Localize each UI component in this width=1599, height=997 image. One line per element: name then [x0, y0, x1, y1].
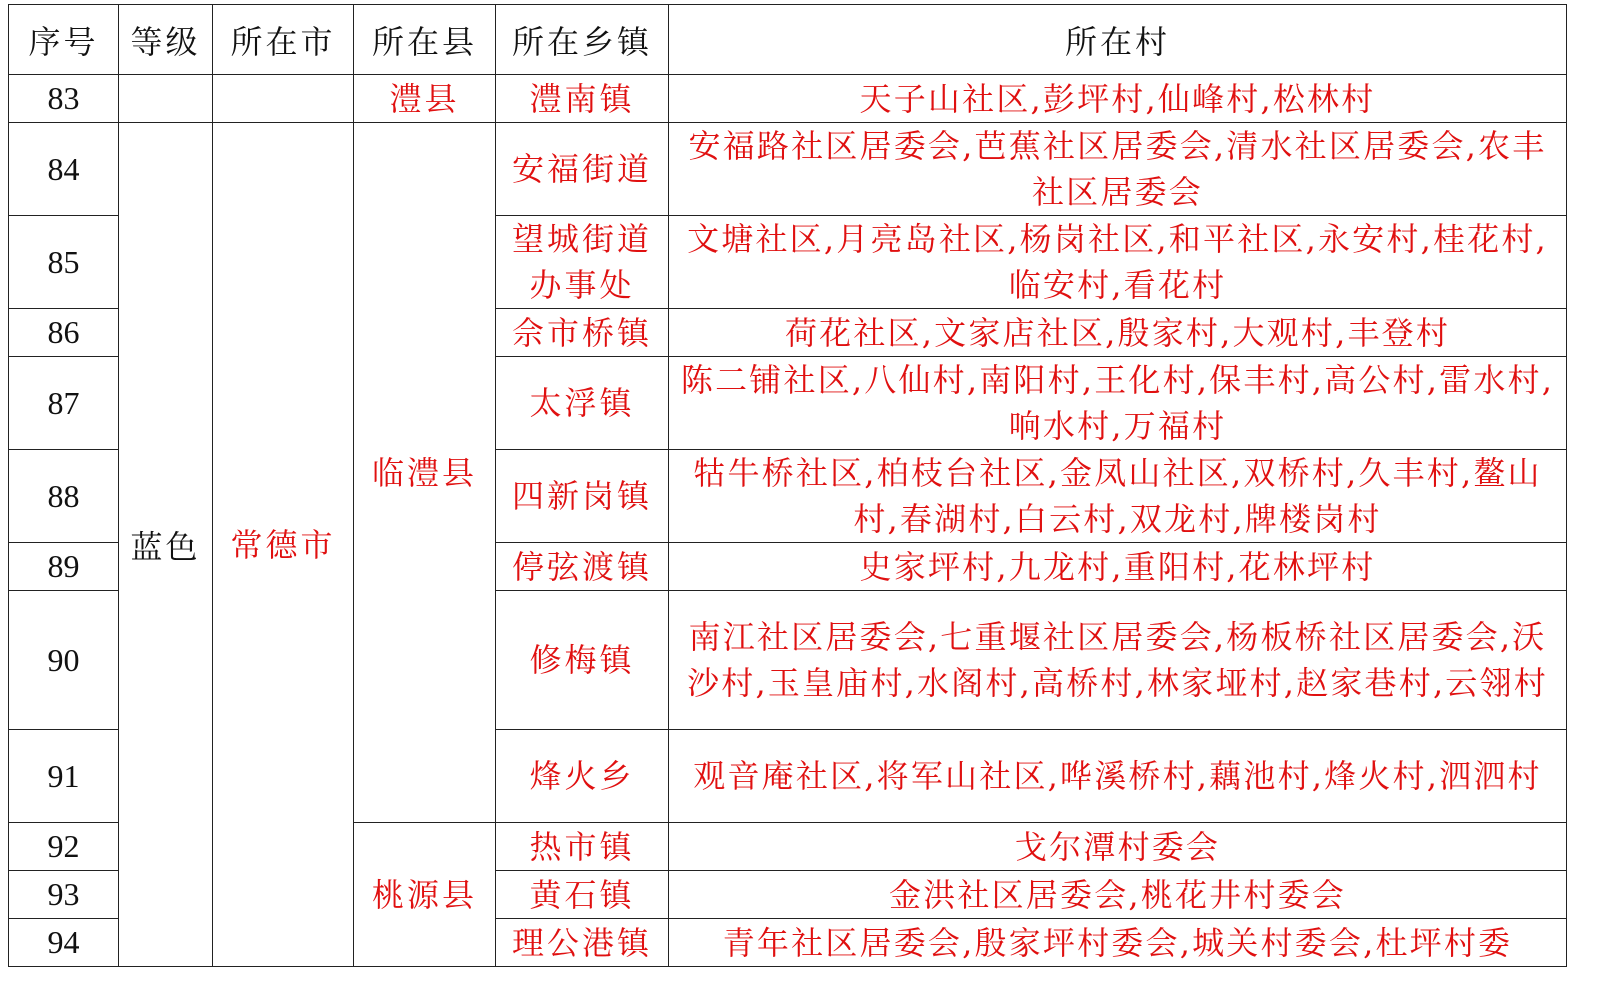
town-cell: 四新岗镇	[496, 450, 669, 543]
town-cell: 热市镇	[496, 823, 669, 871]
village-cell: 戈尔潭村委会	[669, 823, 1567, 871]
village-cell: 史家坪村,九龙村,重阳村,花林坪村	[669, 543, 1567, 591]
village-cell: 陈二铺社区,八仙村,南阳村,王化村,保丰村,高公村,雷水村,响水村,万福村	[669, 357, 1567, 450]
header-village: 所在村	[669, 5, 1567, 75]
village-cell: 文塘社区,月亮岛社区,杨岗社区,和平社区,永安村,桂花村,临安村,看花村	[669, 216, 1567, 309]
row-number: 94	[9, 919, 119, 967]
row-number: 84	[9, 123, 119, 216]
county-cell: 澧县	[354, 75, 496, 123]
village-cell: 金洪社区居委会,桃花井村委会	[669, 871, 1567, 919]
row-number: 93	[9, 871, 119, 919]
row-number: 83	[9, 75, 119, 123]
table-row	[9, 75, 1567, 123]
header-no: 序号	[9, 5, 119, 75]
row-number: 92	[9, 823, 119, 871]
village-cell: 观音庵社区,将军山社区,哗溪桥村,藕池村,烽火村,泗泗村	[669, 730, 1567, 823]
row-number: 91	[9, 730, 119, 823]
town-cell: 望城街道办事处	[496, 216, 669, 309]
header-county: 所在县	[354, 5, 496, 75]
header-town: 所在乡镇	[496, 5, 669, 75]
village-cell: 青年社区居委会,殷家坪村委会,城关村委会,杜坪村委	[669, 919, 1567, 967]
level-cell: 蓝色	[119, 123, 213, 967]
row-number: 85	[9, 216, 119, 309]
village-cell: 天子山社区,彭坪村,仙峰村,松林村	[669, 75, 1567, 123]
row-number: 86	[9, 309, 119, 357]
header-city: 所在市	[213, 5, 354, 75]
village-cell: 牯牛桥社区,柏枝台社区,金凤山社区,双桥村,久丰村,鳌山村,春湖村,白云村,双龙村,牌楼岗村	[669, 450, 1567, 543]
row-number: 89	[9, 543, 119, 591]
flood-risk-table	[8, 4, 1567, 967]
village-cell: 荷花社区,文家店社区,殷家村,大观村,丰登村	[669, 309, 1567, 357]
town-cell: 澧南镇	[496, 75, 669, 123]
row-number: 88	[9, 450, 119, 543]
town-cell: 安福街道	[496, 123, 669, 216]
town-cell: 太浮镇	[496, 357, 669, 450]
town-cell: 停弦渡镇	[496, 543, 669, 591]
table-row	[9, 123, 1567, 216]
town-cell: 佘市桥镇	[496, 309, 669, 357]
city-cell: 常德市	[213, 123, 354, 967]
level-cell-empty	[119, 75, 213, 123]
town-cell: 修梅镇	[496, 591, 669, 730]
row-number: 87	[9, 357, 119, 450]
city-cell-empty	[213, 75, 354, 123]
header-row	[9, 5, 1567, 75]
town-cell: 烽火乡	[496, 730, 669, 823]
village-cell: 安福路社区居委会,芭蕉社区居委会,清水社区居委会,农丰社区居委会	[669, 123, 1567, 216]
county-cell: 桃源县	[354, 823, 496, 967]
header-level: 等级	[119, 5, 213, 75]
town-cell: 理公港镇	[496, 919, 669, 967]
village-cell: 南江社区居委会,七重堰社区居委会,杨板桥社区居委会,沃沙村,玉皇庙村,水阁村,高桥村,林家垭村,赵家巷村,云翎村	[669, 591, 1567, 730]
town-cell: 黄石镇	[496, 871, 669, 919]
row-number: 90	[9, 591, 119, 730]
county-cell: 临澧县	[354, 123, 496, 823]
